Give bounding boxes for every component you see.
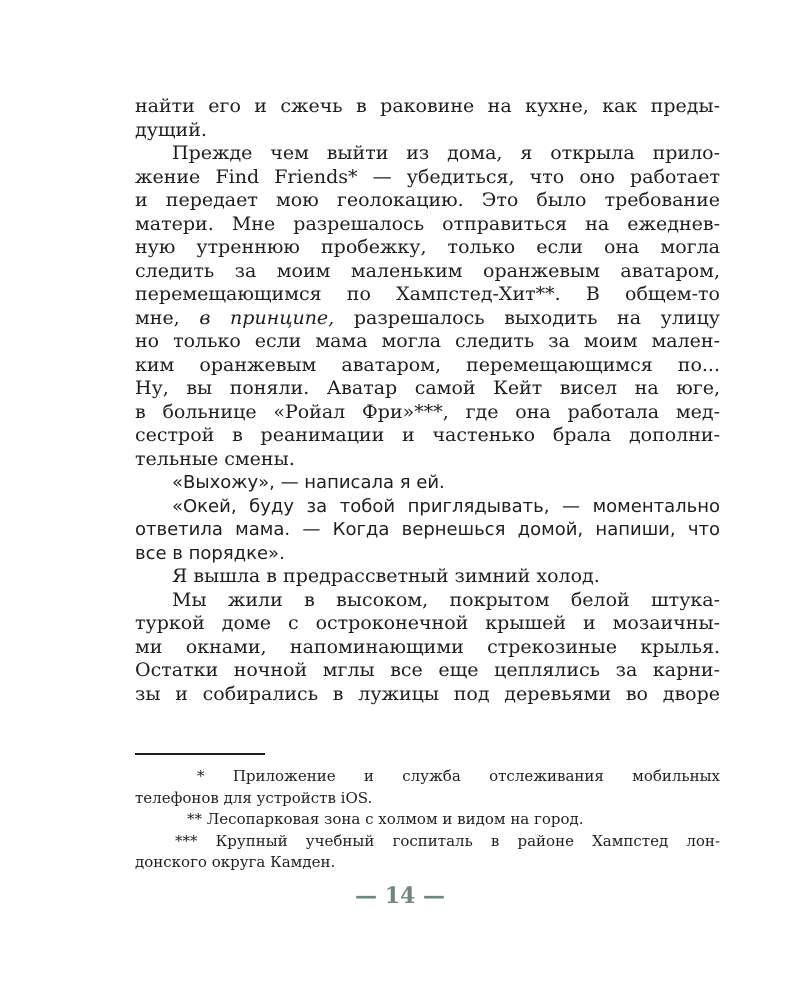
footnote-line: *** Крупный учебный госпиталь в районе Хампстед лон- [175,831,720,850]
text-line: Мы жили в высоком, покрытом белой штука- [172,588,720,611]
footnotes [135,766,720,874]
book-page [135,95,720,706]
text-line: сестрой в реанимации и частенько брала дополни- [135,424,720,446]
text-line: тельные смены. [135,447,295,470]
text-line: Прежде чем выйти из дома, я открыла прило- [172,142,720,164]
text-fragment: мне, [135,306,200,329]
text-line: ми окнами, напоминающими стрекозиные крылья. [135,635,720,658]
footnote-divider [135,753,265,755]
text-line: Остатки ночной мглы все еще цеплялись за карни- [135,659,720,681]
footnote-line: ** Лесопарковая зона с холмом и видом на город. [187,810,584,828]
body-text [135,95,720,706]
text-line: Ну, вы поняли. Аватар самой Кейт висел на юге, [135,377,720,399]
text-line: матери. Мне разрешалось отправиться на ежеднев- [135,212,720,235]
text-line: «Выхожу», — написала я ей. [172,472,445,493]
page-number: — 14 — [355,883,445,909]
text-line: туркой доме с остроконечной крышей и мозаичны- [135,612,720,634]
text-line: дущий. [135,118,207,141]
text-line: ким оранжевым аватаром, перемещающимся по... [135,353,720,376]
footnote-line: * Приложение и служба отслеживания мобильных [197,767,720,785]
footnote-line: донского округа Камден. [135,853,336,871]
text-line: ную утреннюю пробежку, только если она могла [135,236,720,258]
text-line: перемещающимся по Хампстед-Хит**. В общем-то [135,283,720,305]
footnote-line: телефонов для устройств iOS. [135,788,373,807]
text-line: найти его и сжечь в раковине на кухне, как преды- [135,95,720,117]
text-line: Я вышла в предрассветный зимний холод. [172,565,600,587]
text-line: ответила мама. — Когда вернешься домой, напиши, что [135,519,720,540]
text-line: в больнице «Ройал Фри»***, где она работала мед- [135,400,720,423]
text-fragment: разрешалось выходить на улицу [334,306,720,329]
text-line: но только если мама могла следить за моим мален- [135,330,720,352]
text-line: все в порядке». [135,542,285,564]
text-line [135,307,720,331]
italic-text-fragment: в принципе, [199,306,335,329]
text-line: следить за моим маленьким оранжевым аватаром, [135,259,720,282]
text-line: зы и собирались в лужицы под деревьями во дворе [135,682,720,705]
text-line: и передает мою геолокацию. Это было требование [135,189,720,211]
text-line: жение Find Friends* — убедиться, что оно работает [135,165,720,188]
text-line: «Окей, буду за тобой приглядывать, — моментально [172,495,720,517]
